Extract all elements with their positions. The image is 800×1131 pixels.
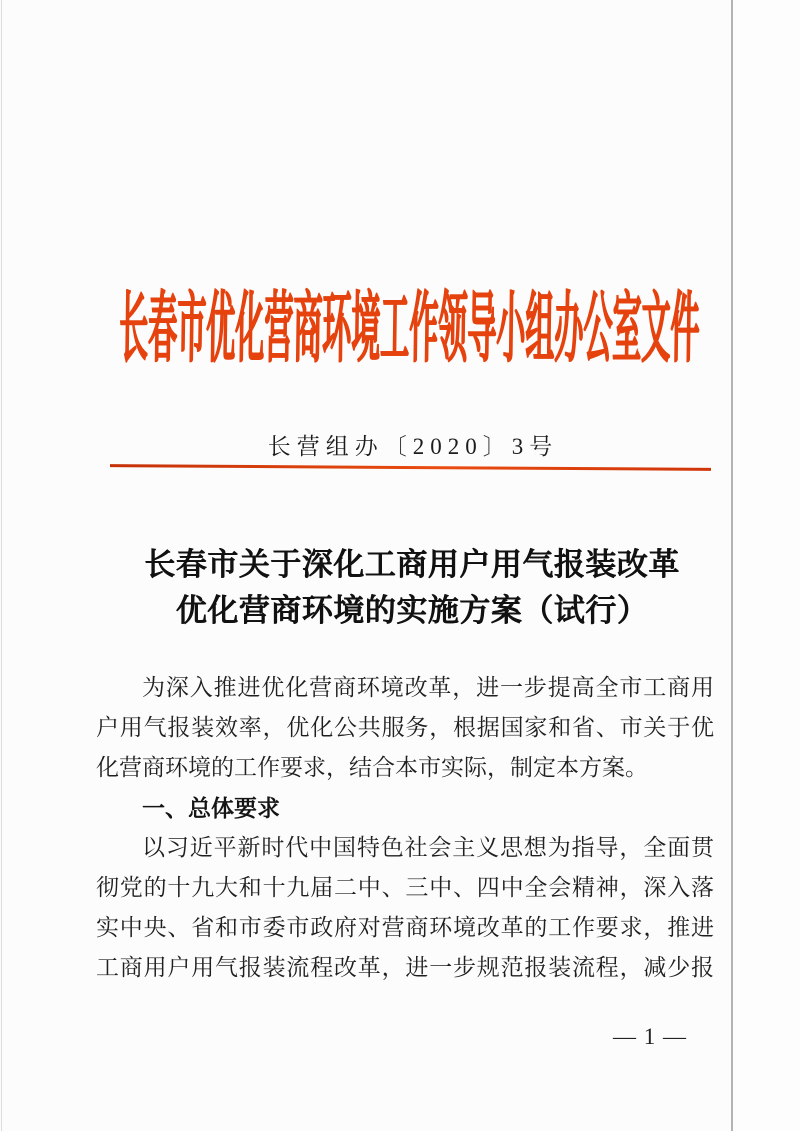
letterhead-banner [9, 283, 800, 375]
body-line: 户用气报装效率，优化公共服务，根据国家和省、市关于优 [96, 715, 714, 740]
body-line: 化营商环境的工作要求，结合本市实际，制定本方案。 [96, 755, 648, 780]
body-line: 实中央、省和市委市政府对营商环境改革的工作要求，推进 [96, 915, 714, 940]
section-heading: 一、总体要求 [142, 795, 280, 821]
body-line: 为深入推进优化营商环境改革，进一步提高全市工商用 [142, 675, 714, 700]
body-line: 以习近平新时代中国特色社会主义思想为指导，全面贯 [142, 835, 714, 860]
scan-edge-left-line [1, 0, 2, 1131]
body-line: 彻党的十九大和十九届二中、三中、四中全会精神，深入落 [96, 875, 714, 900]
document-title [12, 542, 800, 634]
red-divider-line [110, 464, 711, 471]
letterhead-title-text: 长春市优化营商环境工作领导小组办公室文件 [118, 285, 700, 372]
document-title-line1: 长春市关于深化工商用户用气报装改革 [144, 547, 680, 582]
document-body [96, 668, 714, 988]
body-line: 工商用户用气报装流程改革，进一步规范报装流程，减少报 [96, 955, 714, 980]
document-reference-number: 长营组办〔2020〕3号 [267, 434, 559, 459]
document-title-line2: 优化营商环境的实施方案（试行） [175, 593, 649, 628]
page-number: — 1 — [613, 1024, 687, 1049]
